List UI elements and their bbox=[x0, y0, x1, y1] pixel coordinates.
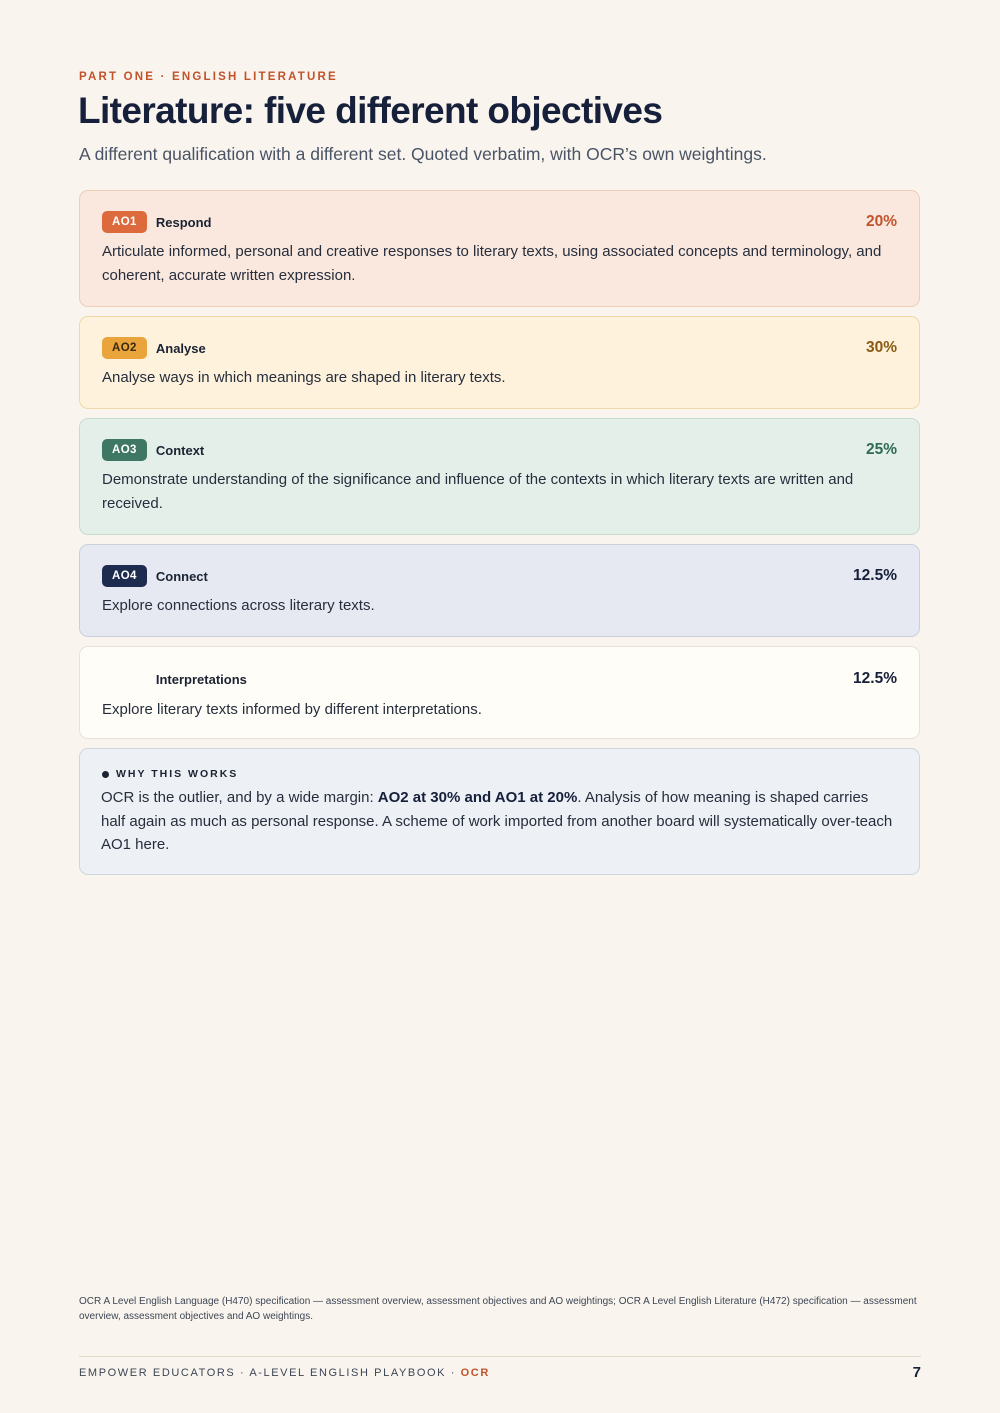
why-this-works-callout bbox=[79, 748, 920, 875]
objective-description: Demonstrate understanding of the significance and influence of the contexts in which literary texts are written and received. bbox=[102, 471, 854, 512]
callout-body bbox=[101, 786, 895, 857]
objective-header bbox=[102, 668, 897, 690]
objective-weighting: 30% bbox=[865, 339, 897, 356]
objective-card-ao2 bbox=[79, 316, 920, 409]
objective-badge bbox=[102, 668, 147, 690]
objective-badge: AO3 bbox=[102, 439, 147, 461]
objective-header bbox=[102, 439, 897, 461]
objective-header bbox=[102, 211, 897, 233]
objective-card-ao1 bbox=[79, 190, 920, 307]
bullet-dot-icon bbox=[102, 771, 109, 778]
objective-card-ao3 bbox=[79, 418, 920, 535]
objective-weighting: 12.5% bbox=[853, 670, 897, 687]
objective-weighting: 12.5% bbox=[853, 567, 897, 584]
footer-board: OCR bbox=[460, 1367, 490, 1379]
objective-header bbox=[102, 565, 897, 587]
objective-card-ao5 bbox=[79, 646, 920, 739]
page-title: Literature: five different objectives bbox=[78, 90, 663, 131]
objective-description: Explore literary texts informed by different interpretations. bbox=[102, 701, 482, 718]
footer-divider bbox=[79, 1356, 921, 1357]
objective-header bbox=[102, 337, 897, 359]
source-footnote: OCR A Level English Language (H470) specification — assessment overview, assessment objectives and AO weightings; OCR A Level English Literature (H472) specification — assessment overview, assessment objectives and AO weightings. bbox=[79, 1296, 917, 1322]
callout-heading bbox=[102, 768, 238, 780]
objective-card-ao4 bbox=[79, 544, 920, 637]
objective-label: Interpretations bbox=[155, 671, 247, 687]
footer-publication: EMPOWER EDUCATORS · A-LEVEL ENGLISH PLAYBOOK · bbox=[79, 1367, 461, 1379]
objective-label: Respond bbox=[155, 214, 212, 230]
objective-badge: AO4 bbox=[102, 565, 147, 587]
footer-running-head bbox=[79, 1367, 490, 1379]
objective-label: Context bbox=[155, 442, 205, 458]
objective-weighting: 20% bbox=[865, 213, 897, 230]
page-subtitle: A different qualification with a different set. Quoted verbatim, with OCR’s own weightings. bbox=[79, 144, 767, 164]
objective-weighting: 25% bbox=[865, 441, 897, 458]
objective-description: Analyse ways in which meanings are shaped in literary texts. bbox=[102, 369, 506, 386]
callout-lead: OCR is the outlier, and by a wide margin: bbox=[101, 789, 378, 806]
objective-badge: AO1 bbox=[102, 211, 147, 233]
objective-badge: AO2 bbox=[102, 337, 147, 359]
objective-description: Articulate informed, personal and creative responses to literary texts, using associated concepts and terminology, and coherent, accurate written expression. bbox=[102, 243, 882, 284]
page-number: 7 bbox=[912, 1364, 921, 1381]
callout-heading-text: WHY THIS WORKS bbox=[116, 768, 239, 780]
callout-rest: . Analysis of how meaning is shaped carries half again as much as personal response. A scheme of work imported from another board will systematically over-teach AO1 here. bbox=[101, 789, 893, 853]
objective-label: Analyse bbox=[155, 340, 206, 356]
objective-description: Explore connections across literary texts. bbox=[102, 597, 375, 614]
objective-label: Connect bbox=[155, 568, 208, 584]
callout-emphasis: AO2 at 30% and AO1 at 20% bbox=[377, 789, 578, 806]
section-eyebrow: PART ONE · ENGLISH LITERATURE bbox=[79, 71, 338, 83]
